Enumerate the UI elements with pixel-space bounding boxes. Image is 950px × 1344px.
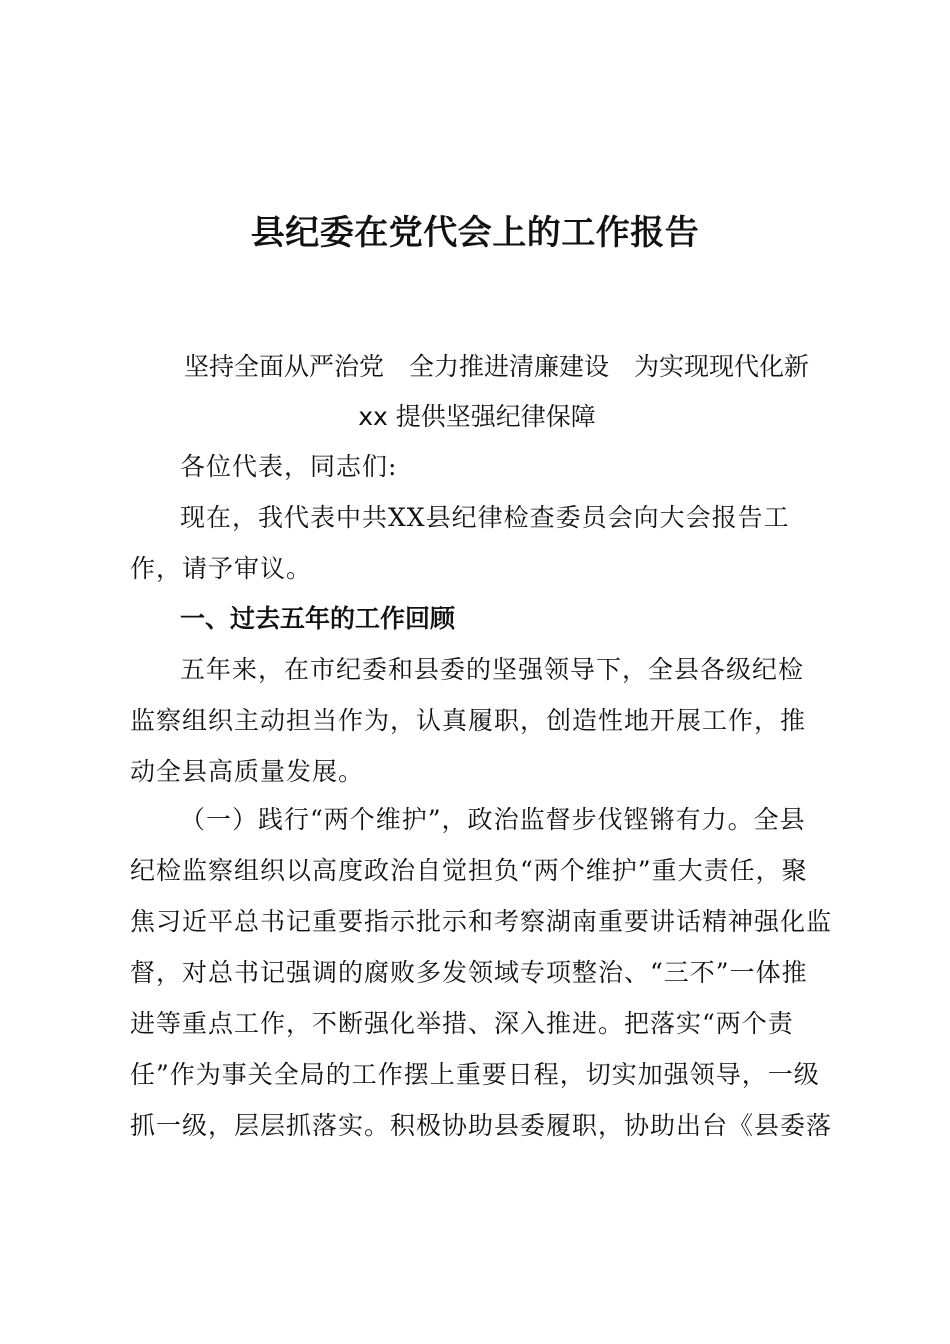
section-heading-text: 一、过去五年的工作回顾 bbox=[180, 604, 456, 633]
document-subtitle bbox=[132, 342, 822, 442]
paragraph-2-line-1: （一）践行“两个维护”，政治监督步伐铿锵有力。全县 bbox=[180, 805, 806, 834]
paragraph-2 bbox=[130, 794, 833, 1151]
paragraph-2-line-4: 督，对总书记强调的腐败多发领域专项整治、“三不”一体推 bbox=[130, 958, 808, 987]
paragraph-2-line-5: 进等重点工作，不断强化举措、深入推进。把落实“两个责 bbox=[130, 1009, 794, 1038]
greeting-text: 各位代表，同志们: bbox=[180, 452, 398, 481]
paragraph-2-line-2: 纪检监察组织以高度政治自觉担负“两个维护”重大责任，聚 bbox=[130, 856, 808, 885]
greeting-paragraph bbox=[130, 441, 820, 492]
section-heading bbox=[130, 593, 820, 644]
paragraph-2-line-7: 抓一级，层层抓落实。积极协助县委履职，协助出台《县委落 bbox=[130, 1111, 833, 1140]
paragraph-2-line-6: 任”作为事关全局的工作摆上重要日程，切实加强领导，一级 bbox=[130, 1060, 820, 1089]
paragraph-2-line-3: 焦习近平总书记重要指示批示和考察湖南重要讲话精神强化监 bbox=[130, 907, 833, 936]
paragraph-1 bbox=[130, 644, 820, 797]
intro-paragraph bbox=[130, 492, 820, 594]
subtitle-line-1: 坚持全面从严治党 全力推进清廉建设 为实现现代化新 bbox=[184, 352, 810, 381]
paragraph-1-text: 五年来，在市纪委和县委的坚强领导下，全县各级纪检监察组织主动担当作为，认真履职，创造性地开展工作，推动全县高质量发展。 bbox=[130, 655, 807, 786]
subtitle-line-2: xx 提供坚强纪律保障 bbox=[358, 402, 596, 431]
intro-text: 现在，我代表中共XX县纪律检查委员会向大会报告工作，请予审议。 bbox=[130, 503, 790, 583]
document-title: 县纪委在党代会上的工作报告 bbox=[250, 213, 700, 253]
